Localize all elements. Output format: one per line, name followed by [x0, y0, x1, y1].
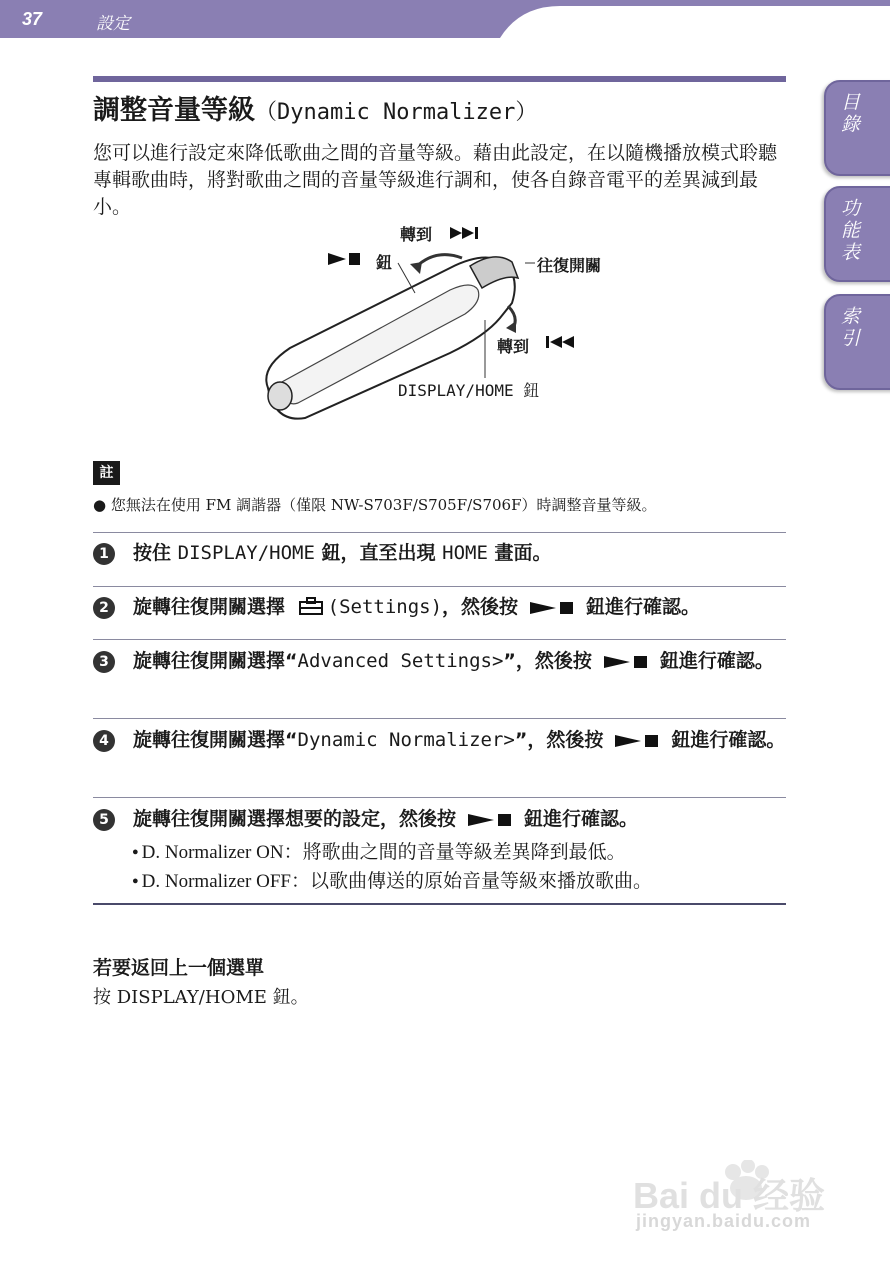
list-item: ● D. Normalizer OFF：以歌曲傳送的原始音量等級來播放歌曲。 [132, 867, 652, 896]
title-main: 調整音量等級 [93, 95, 255, 126]
step-number: 4 [93, 730, 115, 752]
header-band [0, 0, 890, 38]
tab-index-label: 索引 [838, 306, 860, 350]
step-number: 1 [93, 543, 115, 565]
label-play-button: 鈕 [376, 253, 393, 272]
label-shuttle-switch: 往復開關 [537, 256, 602, 275]
title-english: （Dynamic Normalizer） [255, 100, 538, 125]
back-heading: 若要返回上一個選單 [93, 957, 265, 979]
divider [93, 797, 786, 798]
play-stop-icon [613, 733, 661, 749]
divider [93, 586, 786, 587]
step-text: 旋轉往復開關選擇“Advanced Settings>”，然後按 鈕進行確認。 [133, 650, 774, 672]
tab-index[interactable] [824, 294, 890, 390]
step-number: 3 [93, 651, 115, 673]
divider [93, 532, 786, 533]
play-stop-icon [466, 812, 514, 828]
step-number: 5 [93, 809, 115, 831]
intro-paragraph: 您可以進行設定來降低歌曲之間的音量等級。藉由此設定，在以隨機播放模式聆聽專輯歌曲時，將對歌曲之間的音量等級進行調和，使各自錄音電平的差異減到最小。 [93, 142, 778, 218]
step-text: 按住 DISPLAY/HOME 鈕，直至出現 HOME 畫面。 [133, 542, 552, 564]
back-text: 按 DISPLAY/HOME 鈕。 [93, 987, 309, 1008]
settings-toolbox-icon [298, 596, 324, 616]
note-badge: 註 [93, 461, 120, 485]
step-text: 旋轉往復開關選擇 (Settings)，然後按 鈕進行確認。 [133, 596, 701, 618]
section-end-rule [93, 903, 786, 905]
watermark-brand: Bai du 经验 [633, 1175, 826, 1216]
play-stop-icon [528, 600, 576, 616]
tab-contents[interactable] [824, 80, 890, 176]
step-text: 旋轉往復開關選擇想要的設定，然後按 鈕進行確認。 [133, 808, 639, 830]
tab-contents-label: 目錄 [838, 92, 860, 136]
list-item: ● D. Normalizer ON：將歌曲之間的音量等級差異降到最低。 [132, 838, 652, 867]
device-figure [250, 218, 610, 428]
tab-menu[interactable] [824, 186, 890, 282]
label-forward: 轉到 [400, 225, 433, 244]
divider [93, 639, 786, 640]
title-rule [93, 76, 786, 82]
play-stop-icon [602, 654, 650, 670]
label-back: 轉到 [497, 337, 530, 356]
section-name: 設定 [96, 14, 130, 34]
step-text: 旋轉往復開關選擇“Dynamic Normalizer>”，然後按 鈕進行確認。 [133, 729, 786, 751]
page-number: 37 [22, 9, 43, 29]
note-text: ● 您無法在使用 FM 調諧器（僅限 NW-S703F/S705F/S706F）時調整音量等級。 [93, 496, 657, 514]
label-display-home: DISPLAY/HOME 鈕 [398, 381, 540, 400]
setting-options-list [132, 838, 652, 896]
tab-menu-label: 功能表 [838, 198, 860, 264]
divider [93, 718, 786, 719]
watermark-url: jingyan.baidu.com [636, 1211, 812, 1231]
step-number: 2 [93, 597, 115, 619]
page-title [93, 88, 537, 127]
